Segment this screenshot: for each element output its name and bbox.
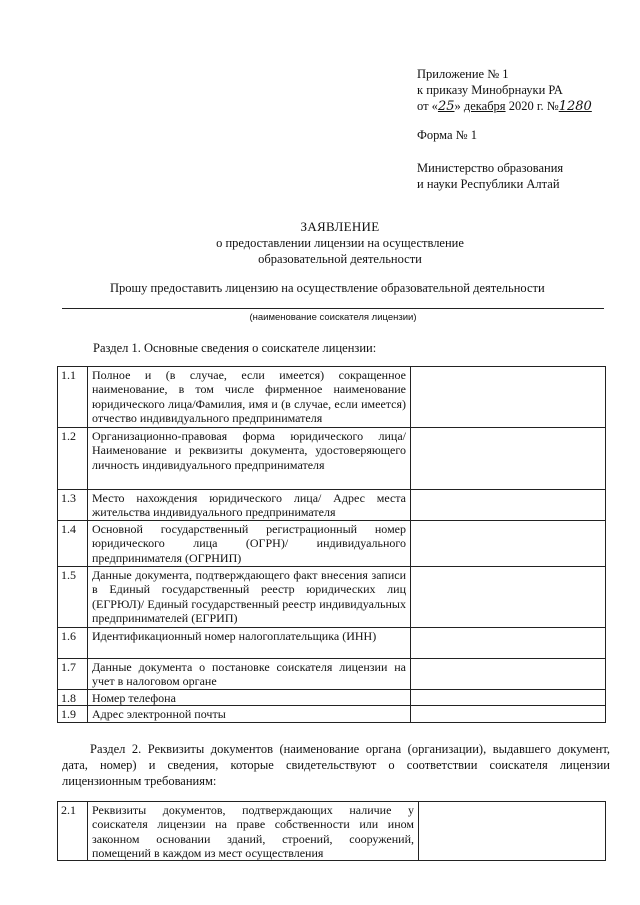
row-description: Идентификационный номер налогоплательщика (ИНН) — [88, 628, 411, 659]
section-2-table — [57, 801, 606, 861]
title-main: ЗАЯВЛЕНИЕ — [300, 219, 380, 234]
date-prefix: от « — [417, 99, 438, 113]
row-value-cell[interactable] — [419, 802, 606, 861]
row-description: Данные документа о постановке соискателя лицензии на учет в налоговом органе — [88, 659, 411, 690]
row-number: 1.4 — [58, 521, 88, 567]
table-row — [58, 428, 606, 490]
section-1-heading: Раздел 1. Основные сведения о соискателе лицензии: — [93, 341, 377, 355]
row-number: 1.3 — [58, 490, 88, 521]
date-mid: » — [454, 99, 464, 113]
section-2-heading — [62, 741, 610, 789]
row-value-cell[interactable] — [411, 521, 606, 567]
row-number: 1.5 — [58, 567, 88, 628]
applicant-name-caption: (наименование соискателя лицензии) — [249, 312, 417, 323]
row-number: 1.9 — [58, 706, 88, 722]
table-row — [58, 521, 606, 567]
ministry-addressee — [417, 160, 563, 192]
date-month: декабря — [463, 99, 506, 113]
ministry-line-2: и науки Республики Алтай — [417, 177, 560, 191]
table-row — [58, 690, 606, 706]
form-number: Форма № 1 — [417, 128, 477, 142]
title-sub-1: о предоставлении лицензии на осуществление — [216, 236, 464, 250]
title-sub-2: образовательной деятельности — [258, 252, 422, 266]
date-suffix: 2020 г. № — [505, 99, 559, 113]
row-number: 1.7 — [58, 659, 88, 690]
row-number: 1.8 — [58, 690, 88, 706]
table-row — [58, 490, 606, 521]
row-number: 1.6 — [58, 628, 88, 659]
row-description: Номер телефона — [88, 690, 411, 706]
row-description: Место нахождения юридического лица/ Адрес места жительства индивидуального предпринимателя — [88, 490, 411, 521]
row-description: Данные документа, подтверждающего факт внесения записи в Единый государственный реестр юридических лиц (ЕГРЮЛ)/ Единый государственный реестр индивидуальных предпринимателей (ЕГРИП) — [88, 567, 411, 628]
request-text: Прошу предоставить лицензию на осуществление образовательной деятельности — [110, 281, 545, 295]
table-row — [58, 706, 606, 722]
row-description: Адрес электронной почты — [88, 706, 411, 722]
order-number: 1280 — [558, 99, 592, 114]
table-row — [58, 567, 606, 628]
row-number: 2.1 — [58, 802, 88, 861]
row-number: 1.1 — [58, 367, 88, 428]
row-value-cell[interactable] — [411, 690, 606, 706]
document-title — [90, 219, 590, 267]
row-value-cell[interactable] — [411, 567, 606, 628]
date-day: 25 — [437, 99, 455, 114]
appendix-header — [417, 66, 592, 115]
row-value-cell[interactable] — [411, 428, 606, 490]
row-value-cell[interactable] — [411, 659, 606, 690]
row-description: Основной государственный регистрационный номер юридического лица (ОГРН)/ индивидуального предпринимателя (ОГРНИП) — [88, 521, 411, 567]
table-row — [58, 628, 606, 659]
table-row — [58, 802, 606, 861]
ministry-line-1: Министерство образования — [417, 161, 564, 175]
section-1-table — [57, 366, 606, 723]
row-description: Организационно-правовая форма юридического лица/ Наименование и реквизиты документа, удостоверяющего личность индивидуального предпринимателя — [88, 428, 411, 490]
row-description: Реквизиты документов, подтверждающих наличие у соискателя лицензии на праве собственности или ином законном основании зданий, строений, сооружений, помещений в каждом из мест осуществления — [88, 802, 419, 861]
row-value-cell[interactable] — [411, 490, 606, 521]
section-2-text: Раздел 2. Реквизиты документов (наименование органа (организации), выдавшего документ, дата, номер) и сведения, которые свидетельствуют о соответствии соискателя лицензии лицензионным требованиям: — [62, 742, 610, 788]
applicant-name-line[interactable] — [62, 308, 604, 309]
row-value-cell[interactable] — [411, 706, 606, 722]
table-row — [58, 367, 606, 428]
row-description: Полное и (в случае, если имеется) сокращенное наименование, в том числе фирменное наименование юридического лица/Фамилия, имя и (в случае, если имеется) отчество индивидуального предпринимателя — [88, 367, 411, 428]
appendix-date-line — [417, 98, 592, 115]
appendix-line-1: Приложение № 1 — [417, 67, 509, 81]
appendix-line-2: к приказу Минобрнауки РА — [417, 83, 563, 97]
row-value-cell[interactable] — [411, 367, 606, 428]
row-value-cell[interactable] — [411, 628, 606, 659]
row-number: 1.2 — [58, 428, 88, 490]
table-row — [58, 659, 606, 690]
